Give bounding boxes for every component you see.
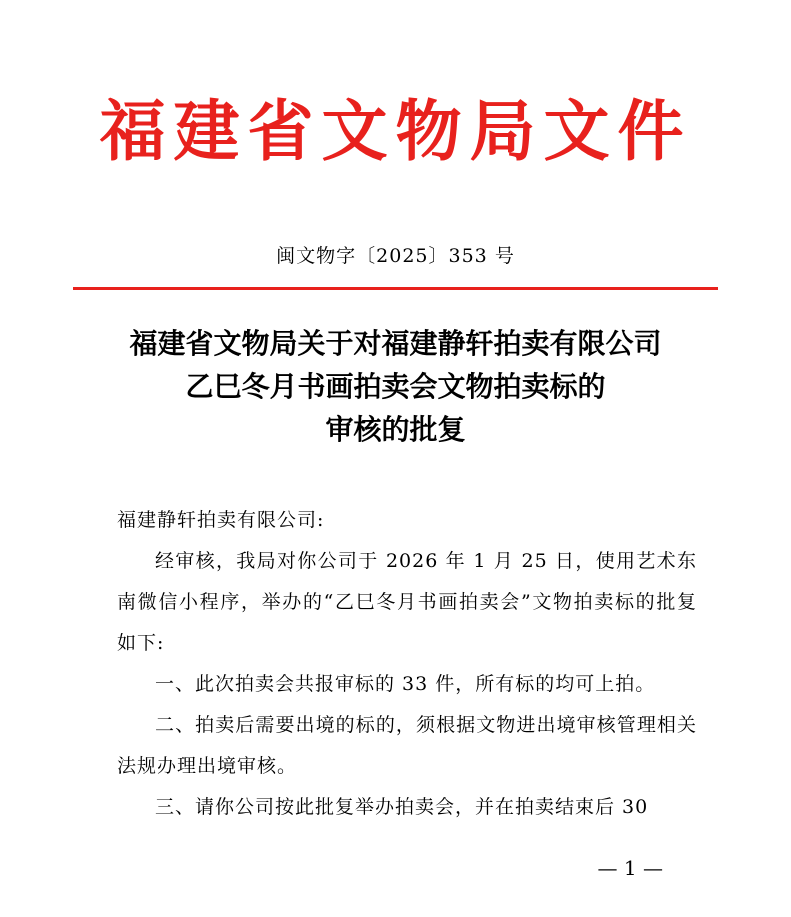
reply-title-line: 乙巳冬月书画拍卖会文物拍卖标的 (185, 370, 606, 403)
document-number: 闽文物字〔2025〕353 号 (276, 245, 515, 267)
reply-title (40, 322, 751, 451)
red-divider-line (73, 287, 718, 290)
page-number: — 1 — (597, 856, 663, 880)
body-paragraph: 二、拍卖后需要出境的标的，须根据文物进出境审核管理相关法规办理出境审核。 (117, 714, 697, 777)
document-header-title: 福建省文物局文件 (99, 92, 692, 170)
body-paragraph: 三、请你公司按此批复举办拍卖会，并在拍卖结束后 30 (155, 796, 649, 818)
reply-title-line: 审核的批复 (325, 413, 466, 446)
body-paragraph: 经审核，我局对你公司于 2026 年 1 月 25 日，使用艺术东南微信小程序，举办的“乙巳冬月书画拍卖会”文物拍卖标的批复如下: (117, 550, 697, 654)
salutation: 福建静轩拍卖有限公司: (117, 509, 325, 531)
reply-title-line: 福建省文物局关于对福建静轩拍卖有限公司 (129, 327, 662, 360)
body-paragraph: 一、此次拍卖会共报审标的 33 件，所有标的均可上拍。 (155, 673, 656, 695)
document-body (117, 500, 697, 828)
